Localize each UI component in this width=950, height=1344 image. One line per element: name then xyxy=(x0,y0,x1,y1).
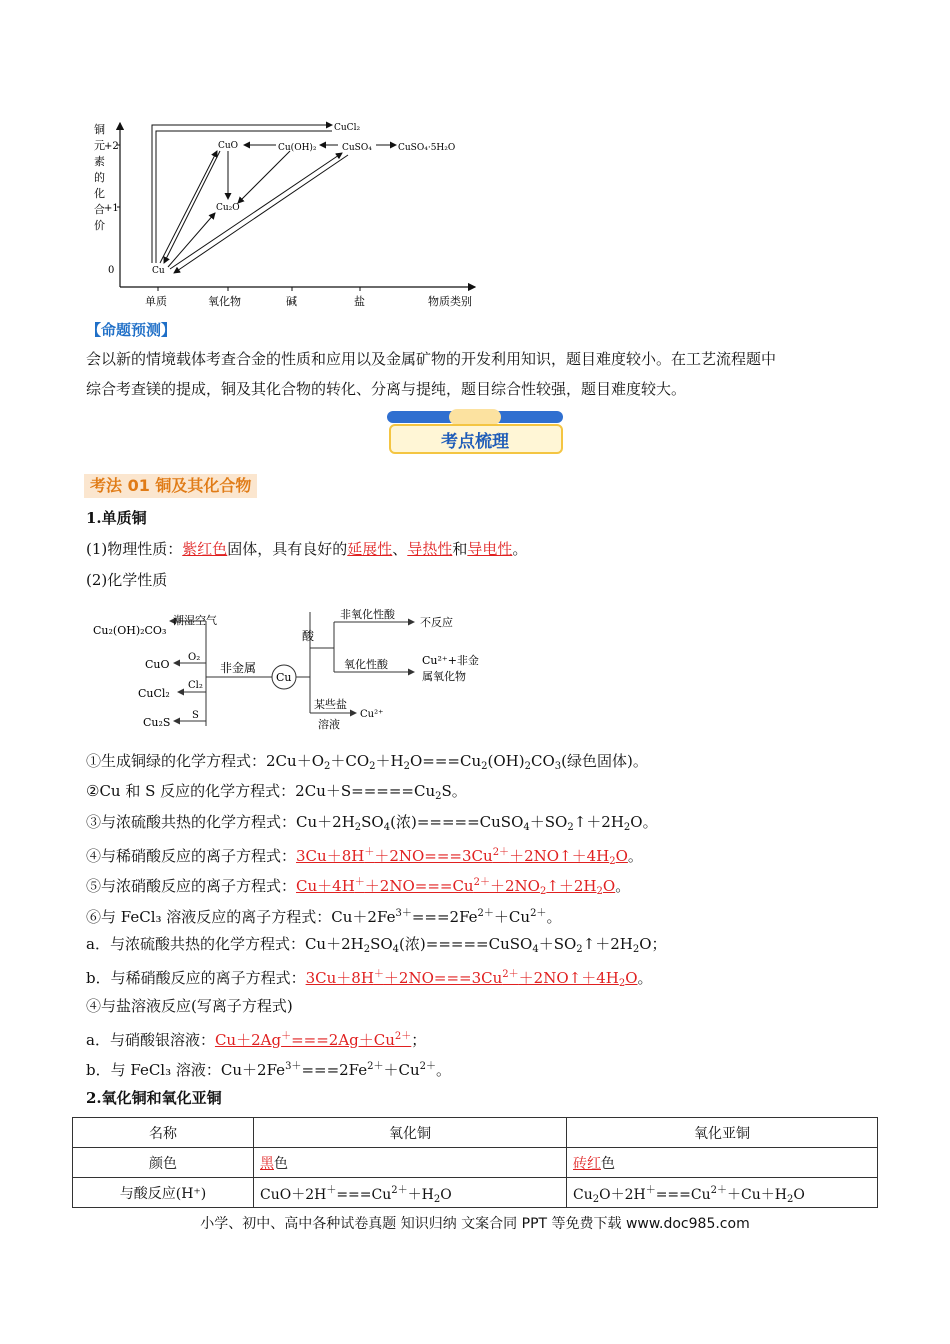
chemical-heading: (2)化学性质 xyxy=(86,571,168,589)
svg-text:化: 化 xyxy=(94,187,105,200)
svg-text:合: 合 xyxy=(94,203,105,216)
result-no-reaction: 不反应 xyxy=(420,616,453,629)
reagent-s: S xyxy=(192,710,199,721)
branch-acid: 酸 xyxy=(302,629,315,643)
x-tick: 单质 xyxy=(145,295,167,308)
oxides-table xyxy=(72,1117,878,1208)
equation-1: ①生成铜绿的化学方程式：$2Cu+O_2+CO_2+H_2O===Cu_2(OH)_2CO_3$(绿色固体)。 xyxy=(86,752,648,772)
svg-text:元: 元 xyxy=(94,139,105,152)
cu2o-acid-reaction: $Cu_2O+2H^+===Cu^{2+}+Cu+H_2O$ xyxy=(567,1178,878,1208)
salt-label-1: 某些盐 xyxy=(314,698,347,711)
row-label: 与酸反应(H⁺) xyxy=(73,1178,254,1208)
copper-valence-chart xyxy=(80,115,500,310)
cu2o-color: 砖红色 xyxy=(567,1148,878,1178)
y-tick: 0 xyxy=(108,265,115,276)
section-title: 考法 01 铜及其化合物 xyxy=(84,474,257,498)
cuo-acid-reaction: $CuO+2H^+===Cu^{2+}+H_2O$ xyxy=(254,1178,567,1208)
prediction-header: 【命题预测】 xyxy=(86,321,177,339)
equation-b1: b．与稀硝酸反应的离子方程式：$3Cu+8H^++2NO===3Cu^{2+}+2NO↑+4H_2O$。 xyxy=(86,969,653,989)
section-banner xyxy=(387,409,563,453)
reagent-o2: O₂ xyxy=(188,652,201,663)
product-cuo: CuO xyxy=(145,658,170,671)
equation-6: ⑥与 FeCl₃ 溶液反应的离子方程式：$Cu+2Fe^{3+}===2Fe^{2+}+Cu^{2+}$。 xyxy=(86,908,562,926)
header-cell: 氧化亚铜 xyxy=(567,1118,878,1148)
node-cuo: CuO xyxy=(218,141,239,151)
reagent-moist-air: 潮湿空气 xyxy=(173,614,217,627)
x-tick: 氧化物 xyxy=(208,295,241,308)
svg-text:的: 的 xyxy=(94,171,105,184)
svg-text:素: 素 xyxy=(94,155,105,168)
table-row xyxy=(73,1148,878,1178)
equation-a2: a．与硝酸银溶液：$Cu+2Ag^+===2Ag+Cu^{2+}$； xyxy=(86,1031,427,1049)
product-cu2s: Cu₂S xyxy=(143,716,171,729)
node-cuso4-5h2o: CuSO₄·5H₂O xyxy=(398,143,456,153)
equation-2: ②Cu 和 S 反应的化学方程式：$2Cu+S=====Cu_2S$。 xyxy=(86,782,467,802)
row-label: 颜色 xyxy=(73,1148,254,1178)
result-oxidizing-1: Cu²⁺+非金 xyxy=(422,654,479,667)
node-cuso4: CuSO₄ xyxy=(342,143,372,153)
x-axis-label: 物质类别 xyxy=(428,295,472,308)
cuo-color: 黑色 xyxy=(254,1148,567,1178)
oxides-heading: 2.氧化铜和氧化亚铜 xyxy=(86,1089,222,1107)
node-cu2o: Cu₂O xyxy=(216,203,240,213)
svg-text:价: 价 xyxy=(94,219,105,232)
center-cu: Cu xyxy=(276,671,292,684)
salt-heading: ④与盐溶液反应(写离子方程式) xyxy=(86,997,293,1015)
footer-text: 小学、初中、高中各种试卷真题 知识归纳 文案合同 PPT 等免费下载 www.doc985.com xyxy=(200,1216,750,1232)
table-row xyxy=(73,1178,878,1208)
x-tick: 碱 xyxy=(286,295,297,308)
prediction-line-2: 综合考查镁的提成，铜及其化合物的转化、分离与提纯，题目综合性较强，题目难度较大。 xyxy=(86,380,687,398)
product-cucl2: CuCl₂ xyxy=(138,687,170,700)
prediction-line-1: 会以新的情境载体考查合金的性质和应用以及金属矿物的开发利用知识，题目难度较小。在工艺流程题中 xyxy=(86,350,777,368)
equation-b2: b．与 FeCl₃ 溶液：$Cu+2Fe^{3+}===2Fe^{2+}+Cu^{2+}$。 xyxy=(86,1061,452,1079)
y-axis-label-char: 铜 xyxy=(94,123,105,136)
table-row xyxy=(73,1118,878,1148)
acid-nonoxidizing: 非氧化性酸 xyxy=(340,608,395,621)
equation-3: ③与浓硫酸共热的化学方程式：$Cu+2H_2SO_4$(浓)$=====CuSO_4+SO_2↑+2H_2O$。 xyxy=(86,813,658,833)
y-tick: +1 xyxy=(104,203,119,214)
result-salt: Cu²⁺ xyxy=(360,709,384,720)
result-oxidizing-2: 属氧化物 xyxy=(422,670,466,683)
physical-properties: (1)物理性质：紫红色固体，具有良好的延展性、导热性和导电性。 xyxy=(86,540,528,558)
header-cell: 氧化铜 xyxy=(254,1118,567,1148)
copper-heading: 1.单质铜 xyxy=(86,509,147,527)
product-basic-carbonate: Cu₂(OH)₂CO₃ xyxy=(93,624,167,637)
y-tick: +2 xyxy=(104,141,119,152)
equation-5: ⑤与浓硝酸反应的离子方程式：$Cu+4H^++2NO===Cu^{2+}+2NO_2↑+2H_2O$。 xyxy=(86,877,631,897)
node-cu: Cu xyxy=(152,266,165,276)
node-cuoh2: Cu(OH)₂ xyxy=(278,143,317,153)
acid-oxidizing: 氧化性酸 xyxy=(344,658,388,671)
x-tick: 盐 xyxy=(354,295,365,308)
header-cell: 名称 xyxy=(73,1118,254,1148)
copper-reaction-diagram xyxy=(88,600,508,740)
salt-label-2: 溶液 xyxy=(318,718,340,731)
equation-a1: a．与浓硫酸共热的化学方程式：$Cu+2H_2SO_4$(浓)$=====CuSO_4+SO_2↑+2H_2O$； xyxy=(86,935,667,955)
banner-label: 考点梳理 xyxy=(441,432,509,452)
equation-4: ④与稀硝酸反应的离子方程式：$3Cu+8H^++2NO===3Cu^{2+}+2NO↑+4H_2O$。 xyxy=(86,847,643,867)
node-cucl2: CuCl₂ xyxy=(334,123,361,133)
branch-nonmetal: 非金属 xyxy=(220,661,257,675)
reagent-cl2: Cl₂ xyxy=(188,680,203,691)
